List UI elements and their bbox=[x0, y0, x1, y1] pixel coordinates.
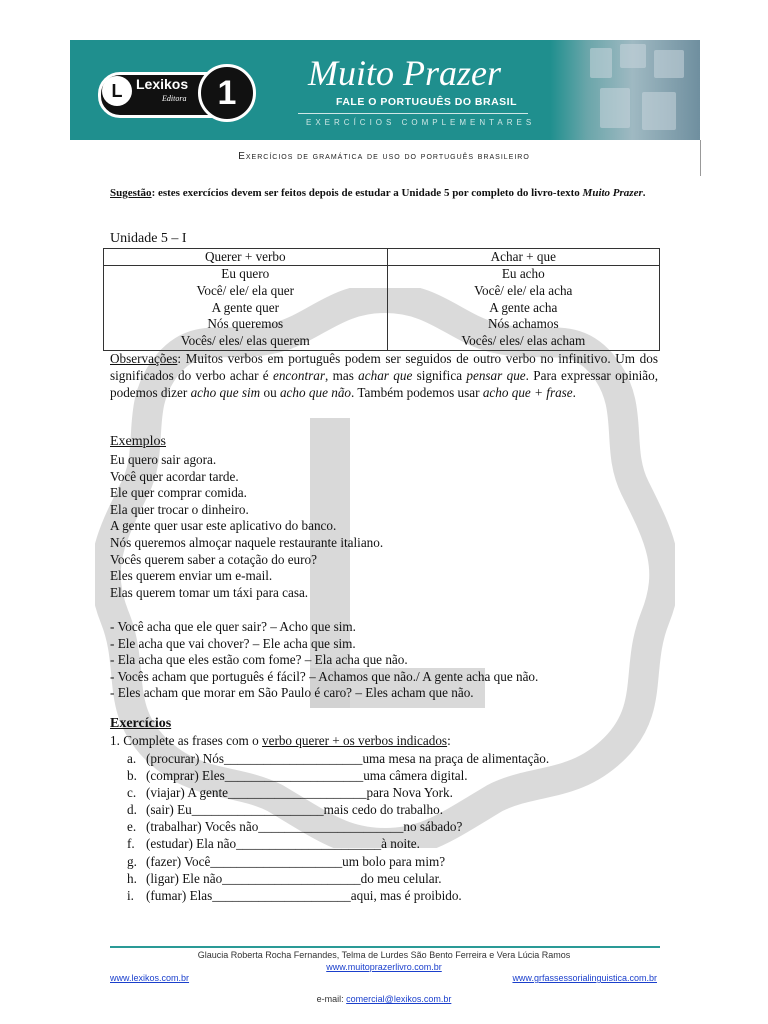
item-text: (sair) Eu____________________mais cedo do trabalho. bbox=[146, 802, 444, 818]
item-letter: g. bbox=[127, 853, 137, 869]
item-letter: a. bbox=[127, 751, 137, 766]
exercise-item bbox=[127, 835, 549, 852]
publisher-sub: Editora bbox=[162, 94, 187, 103]
suggestion-label: Sugestão bbox=[110, 187, 152, 199]
item-letter: i. bbox=[127, 887, 134, 903]
obs-text: , mas bbox=[324, 368, 359, 383]
table-header: Achar + que bbox=[387, 249, 659, 266]
publisher-logo-icon: L bbox=[102, 76, 132, 106]
obs-text: . Para expressar opinião, podemos dizer bbox=[110, 368, 658, 400]
suggestion-book: Muito Prazer bbox=[582, 187, 643, 199]
exercise-item bbox=[127, 887, 549, 904]
obs-text: . bbox=[572, 385, 576, 400]
series-title: EXERCÍCIOS COMPLEMENTARES bbox=[306, 118, 536, 127]
exercise-item bbox=[127, 870, 549, 887]
question-text: 1. Complete as frases com o bbox=[110, 733, 262, 748]
list-item: - Eles acham que morar em São Paulo é caro? – Eles acham que não. bbox=[110, 685, 474, 701]
footer-site-left bbox=[110, 973, 189, 983]
question-underlined: verbo querer + os verbos indicados bbox=[262, 733, 448, 748]
list-item: Vocês querem saber a cotação do euro? bbox=[110, 551, 317, 567]
item-letter: h. bbox=[127, 870, 137, 886]
item-text: (viajar) A gente_____________________para Nova York. bbox=[146, 785, 453, 801]
list-item: Eles querem enviar um e-mail. bbox=[110, 568, 273, 584]
observations-paragraph bbox=[110, 350, 658, 401]
conjugation-table bbox=[103, 248, 660, 351]
table-cell: Nós queremos bbox=[104, 316, 388, 333]
exercise-item bbox=[127, 784, 549, 801]
exercise-item bbox=[127, 818, 549, 835]
obs-text: significa bbox=[412, 368, 467, 383]
footer-site-right bbox=[512, 973, 657, 983]
table-cell: Eu acho bbox=[387, 266, 659, 283]
table-cell: A gente acha bbox=[387, 300, 659, 317]
website-link-lexikos[interactable]: www.lexikos.com.br bbox=[110, 973, 190, 983]
list-item: Ele quer comprar comida. bbox=[110, 485, 247, 501]
obs-italic: acho que não bbox=[279, 385, 352, 400]
table-row bbox=[104, 333, 660, 350]
table-row bbox=[104, 266, 660, 283]
website-link-muitoprazer[interactable]: www.muitoprazerlivro.com.br bbox=[326, 962, 442, 972]
question-suffix: : bbox=[447, 733, 451, 748]
table-cell: A gente quer bbox=[104, 300, 388, 317]
list-item: - Você acha que ele quer sair? – Acho que sim. bbox=[110, 619, 356, 634]
obs-italic: pensar que bbox=[466, 368, 526, 383]
obs-italic: acho que sim bbox=[190, 385, 261, 400]
examples-heading: Exemplos bbox=[110, 434, 166, 449]
unit-title: Unidade 5 – I bbox=[110, 231, 187, 246]
obs-text: . Também podemos usar bbox=[351, 385, 483, 400]
list-item: - Vocês acham que português é fácil? – Achamos que não./ A gente acha que não. bbox=[110, 668, 539, 684]
table-row bbox=[104, 300, 660, 317]
footer-site-row bbox=[0, 962, 768, 972]
table-cell: Vocês/ eles/ elas acham bbox=[387, 333, 659, 350]
item-text: (procurar) Nós_____________________uma mesa na praça de alimentação. bbox=[146, 751, 550, 766]
item-letter: c. bbox=[127, 785, 137, 801]
suggestion-end: . bbox=[642, 187, 646, 199]
obs-text: ou bbox=[260, 385, 280, 400]
item-letter: d. bbox=[127, 802, 137, 818]
footer-authors: Glaucia Roberta Rocha Fernandes, Telma de Lurdes São Bento Ferreira e Vera Lúcia Ramos bbox=[197, 950, 571, 960]
item-text: (trabalhar) Vocês não______________________no sábado? bbox=[146, 819, 463, 835]
page-title: Exercícios de gramática de uso do português brasileiro bbox=[238, 151, 530, 162]
item-text: (fazer) Você____________________um bolo para mim? bbox=[146, 853, 446, 869]
email-label: e-mail: bbox=[316, 994, 347, 1004]
dialogue-list bbox=[110, 619, 538, 702]
question-prompt bbox=[110, 733, 451, 749]
list-item: - Ele acha que vai chover? – Ele acha que sim. bbox=[110, 635, 356, 651]
exercise-item bbox=[127, 801, 549, 818]
footer-email bbox=[0, 994, 768, 1004]
table-cell: Vocês/ eles/ elas querem bbox=[104, 333, 388, 350]
publisher-name: Lexikos bbox=[136, 76, 189, 92]
table-header: Querer + verbo bbox=[104, 249, 388, 266]
suggestion-text: : estes exercícios devem ser feitos depois de estudar a Unidade 5 por completo do livro-texto bbox=[151, 187, 583, 199]
observations-label: Observações bbox=[110, 351, 178, 366]
item-text: (comprar) Eles_____________________uma câmera digital. bbox=[146, 768, 468, 784]
website-link-grf[interactable]: www.grfassessorialinguistica.com.br bbox=[512, 973, 657, 983]
item-letter: e. bbox=[127, 819, 137, 835]
table-cell: Eu quero bbox=[104, 266, 388, 283]
table-row bbox=[104, 283, 660, 300]
list-item: Elas querem tomar um táxi para casa. bbox=[110, 584, 309, 600]
list-item: Ela quer trocar o dinheiro. bbox=[110, 501, 249, 517]
item-letter: f. bbox=[127, 836, 135, 852]
exercise-item bbox=[127, 853, 549, 870]
obs-italic: achar que bbox=[358, 368, 413, 383]
footer-rule bbox=[110, 946, 660, 948]
exercises-heading: Exercícios bbox=[110, 716, 172, 731]
header-banner bbox=[70, 40, 700, 140]
list-item: Nós queremos almoçar naquele restaurante italiano. bbox=[110, 534, 384, 550]
header-photo-collage bbox=[550, 40, 700, 140]
examples-list bbox=[110, 452, 383, 601]
item-letter: b. bbox=[127, 768, 137, 784]
exercise-items bbox=[127, 750, 549, 904]
obs-text: : Muitos verbos em português podem ser seguidos de outro verbo no infinitivo. Um dos significados do verbo achar é bbox=[110, 351, 658, 383]
exercise-item bbox=[127, 767, 549, 784]
list-item: Eu quero sair agora. bbox=[110, 452, 217, 467]
book-subtitle: FALE O PORTUGUÊS DO BRASIL bbox=[336, 96, 518, 108]
suggestion-note bbox=[110, 186, 656, 201]
table-cell: Nós achamos bbox=[387, 316, 659, 333]
table-row bbox=[104, 316, 660, 333]
header-divider bbox=[298, 113, 528, 114]
table-cell: Você/ ele/ ela acha bbox=[387, 283, 659, 300]
item-text: (ligar) Ele não_____________________do meu celular. bbox=[146, 870, 442, 886]
list-item: - Ela acha que eles estão com fome? – Ela acha que não. bbox=[110, 652, 408, 668]
obs-italic: encontrar bbox=[272, 368, 325, 383]
volume-number: 1 bbox=[217, 74, 237, 112]
list-item: A gente quer usar este aplicativo do banco. bbox=[110, 518, 337, 534]
table-cell: Você/ ele/ ela quer bbox=[104, 283, 388, 300]
list-item: Você quer acordar tarde. bbox=[110, 468, 239, 484]
item-text: (fumar) Elas_____________________aqui, mas é proibido. bbox=[146, 887, 462, 903]
book-title: Muito Prazer bbox=[308, 53, 501, 93]
obs-italic: acho que + frase bbox=[482, 385, 573, 400]
email-link[interactable]: comercial@lexikos.com.br bbox=[346, 994, 452, 1004]
exercise-item bbox=[127, 750, 549, 767]
item-text: (estudar) Ela não______________________à noite. bbox=[146, 836, 420, 852]
